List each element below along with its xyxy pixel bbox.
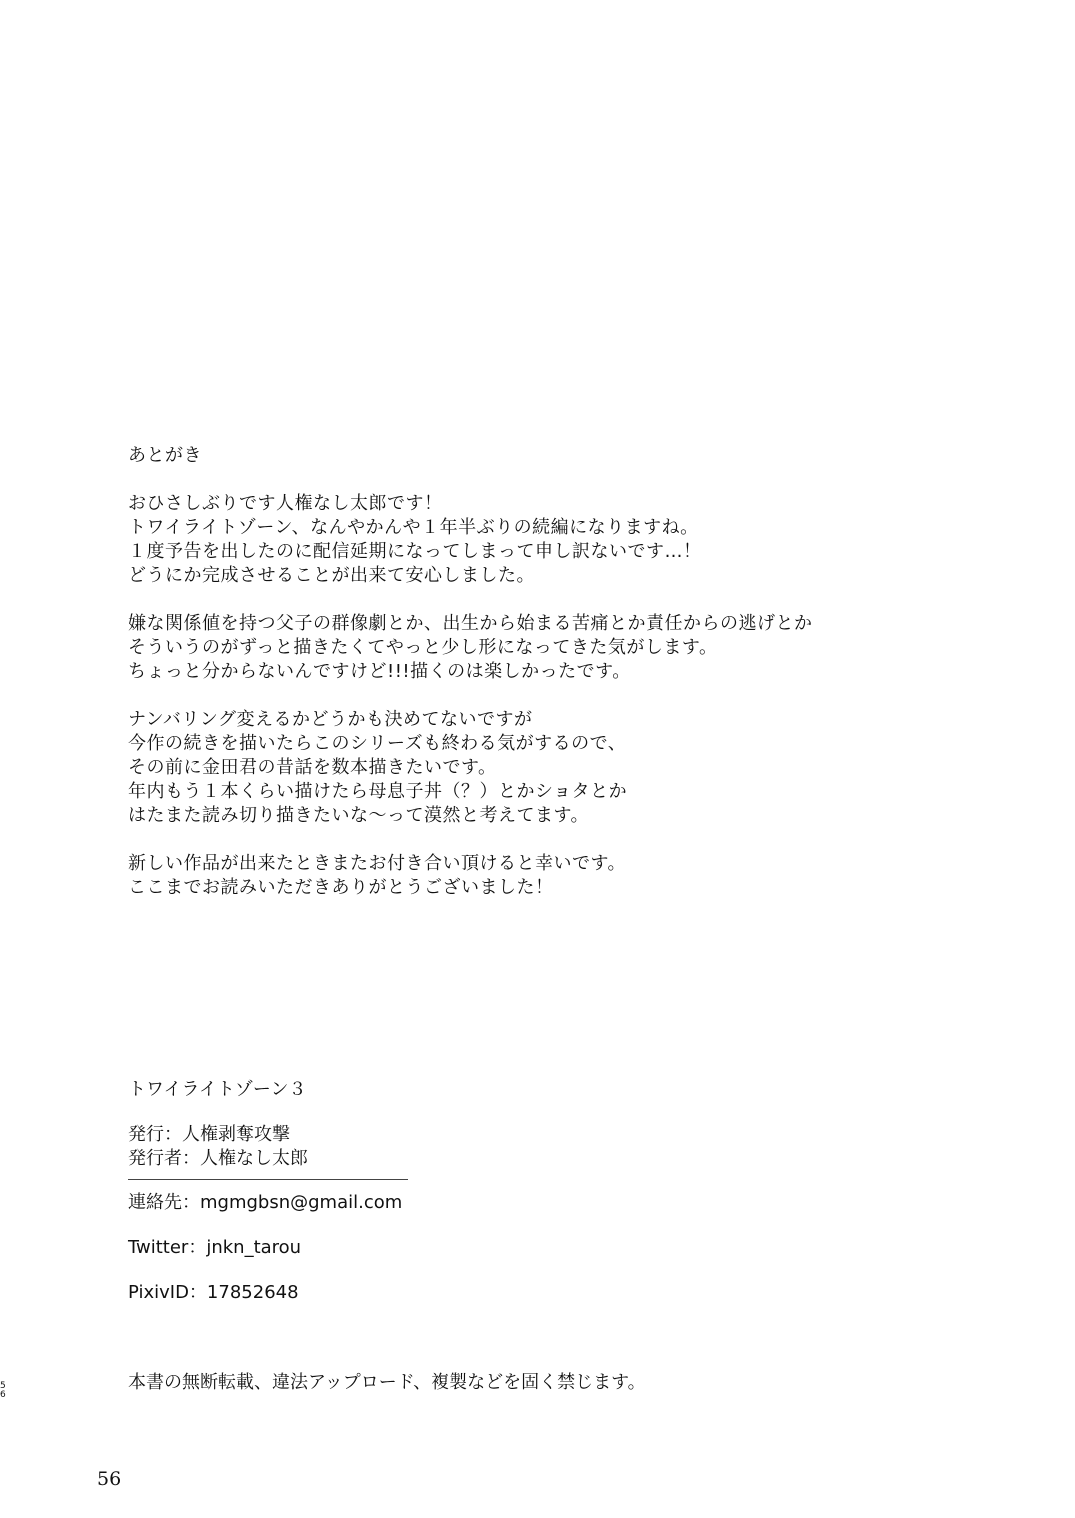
afterword-line: 嫌な関係値を持つ父子の群像劇とか、出生から始まる苦痛とか責任からの逃げとか: [128, 613, 813, 634]
page-number: 56: [97, 1468, 122, 1490]
colophon-divider: [128, 1179, 408, 1180]
afterword-paragraph: [128, 612, 948, 684]
issuer-line: 発行者：人権なし太郎: [128, 1148, 308, 1169]
afterword-line: おひさしぶりです人権なし太郎です！: [128, 493, 443, 514]
afterword-paragraph: [128, 708, 948, 828]
book-title: トワイライトゾーン３: [128, 1079, 307, 1100]
afterword-paragraph: [128, 852, 948, 900]
contact-email: 連絡先：mgmgbsn@gmail.com: [128, 1192, 403, 1213]
publisher-line: 発行：人権剥奪攻撃: [128, 1124, 290, 1145]
afterword-line: どうにか完成させることが出来て安心しました。: [128, 565, 535, 586]
afterword-line: その前に金田君の昔話を数本描きたいです。: [128, 757, 497, 778]
afterword-line: 今作の続きを描いたらこのシリーズも終わる気がするので、: [128, 733, 627, 754]
afterword-heading: あとがき: [128, 445, 202, 466]
afterword-paragraph: [128, 492, 948, 588]
afterword-line: 年内もう１本くらい描けたら母息子丼（？）とかショタとか: [128, 781, 628, 802]
afterword-line: １度予告を出したのに配信延期になってしまって申し訳ないです…！: [128, 541, 702, 562]
afterword-line: ここまでお読みいただきありがとうございました！: [128, 877, 554, 898]
afterword-line: はたまた読み切り描きたいな～って漠然と考えてます。: [128, 805, 590, 826]
afterword-line: 新しい作品が出来たときまたお付き合い頂けると幸いです。: [128, 853, 627, 874]
contact-pixiv: PixivID：17852648: [128, 1282, 299, 1303]
side-page-digit: 5: [0, 1381, 6, 1391]
side-page-marker: [0, 1382, 10, 1400]
contact-twitter: Twitter：jnkn_tarou: [128, 1237, 302, 1258]
afterword-section: [128, 444, 948, 924]
side-page-digit: 6: [0, 1390, 6, 1400]
afterword-line: トワイライトゾーン、なんやかんや１年半ぶりの続編になりますね。: [128, 517, 699, 538]
afterword-line: そういうのがずっと描きたくてやっと少し形になってきた気がします。: [128, 637, 718, 658]
colophon: [128, 1078, 728, 1171]
copyright-notice: 本書の無断転載、違法アップロード、複製などを固く禁じます。: [128, 1372, 646, 1393]
afterword-line: ナンバリング変えるかどうかも決めてないですが: [128, 709, 533, 730]
afterword-line: ちょっと分からないんですけど!!!描くのは楽しかったです。: [128, 661, 631, 682]
